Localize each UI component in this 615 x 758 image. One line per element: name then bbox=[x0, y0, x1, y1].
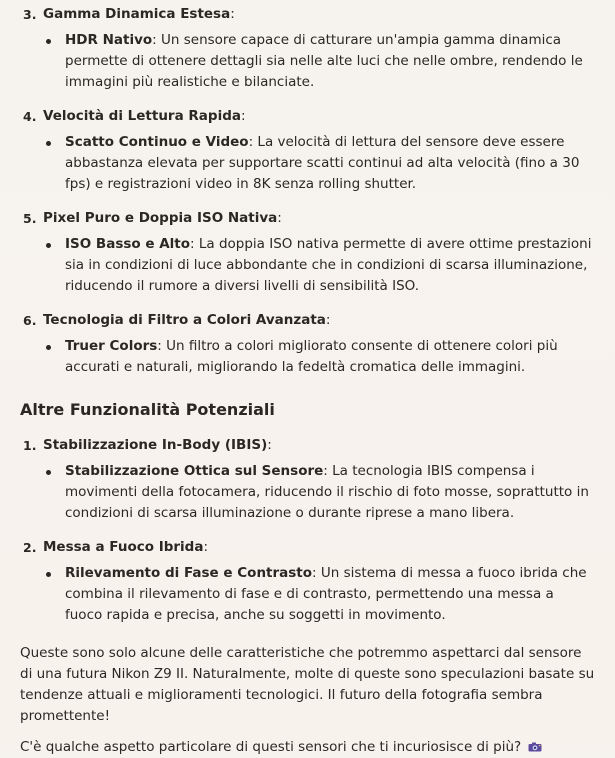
item-title: Stabilizzazione In-Body (IBIS) bbox=[43, 437, 268, 453]
item-title: Gamma Dinamica Estesa bbox=[43, 6, 231, 22]
bullet-text: : Un sistema di messa a fuoco ibrida che combina il rilevamento di fase e di contrasto, permettendo una messa a fuoco rapida e precisa, anche su soggetti in movimento. bbox=[65, 565, 587, 623]
list-item bbox=[20, 132, 595, 195]
list-item bbox=[20, 563, 595, 626]
numbered-heading bbox=[20, 4, 595, 25]
section-heading: Altre Funzionalità Potenziali bbox=[20, 400, 275, 419]
item-colon: : bbox=[325, 312, 331, 328]
feature-item bbox=[20, 106, 595, 195]
list-number: 5. bbox=[23, 211, 37, 226]
bullet-lead: HDR Nativo bbox=[65, 32, 153, 48]
numbered-heading bbox=[20, 310, 595, 331]
item-title: Tecnologia di Filtro a Colori Avanzata bbox=[43, 312, 326, 328]
bullet-lead: Scatto Continuo e Video bbox=[65, 134, 249, 150]
bullet-text: : La tecnologia IBIS compensa i movimenti della fotocamera, riducendo il rischio di foto mosse, soprattutto in condizioni di scarsa illuminazione o durante riprese a mano libera. bbox=[65, 463, 589, 521]
bullet-lead: Truer Colors bbox=[65, 338, 158, 354]
bullet-dot bbox=[46, 470, 51, 475]
bullet-dot bbox=[46, 572, 51, 577]
bullet-lead: Rilevamento di Fase e Contrasto bbox=[65, 565, 313, 581]
list-number: 1. bbox=[23, 438, 37, 453]
item-colon: : bbox=[267, 437, 272, 453]
bullet-text: : La doppia ISO nativa permette di avere ottime prestazioni sia in condizioni di luce abbondante che in condizioni di scarsa illuminazione, riducendo il rumore a diversi livelli di sensibilità ISO. bbox=[65, 236, 592, 294]
list-number: 3. bbox=[23, 7, 37, 22]
feature-item bbox=[20, 537, 595, 626]
numbered-heading bbox=[20, 106, 595, 127]
bullet-text: : Un filtro a colori migliorato consente di ottenere colori più accurati e naturali, migliorando la fedeltà cromatica delle immagini. bbox=[65, 338, 558, 375]
item-colon: : bbox=[240, 108, 246, 124]
bullet-dot bbox=[46, 39, 51, 44]
bullet-lead: Stabilizzazione Ottica sul Sensore bbox=[65, 463, 324, 479]
numbered-heading bbox=[20, 208, 595, 229]
bullet-text: : La velocità di lettura del sensore deve essere abbastanza elevata per supportare scatti continui ad alta velocità (fino a 30 fps) e registrazioni video in 8K senza rolling shutter. bbox=[65, 134, 580, 192]
item-title: Velocità di Lettura Rapida bbox=[43, 108, 241, 124]
list-number: 6. bbox=[23, 313, 37, 328]
feature-item bbox=[20, 208, 595, 297]
item-title: Pixel Puro e Doppia ISO Nativa bbox=[43, 210, 278, 226]
list-item bbox=[20, 30, 595, 93]
feature-item bbox=[20, 435, 595, 524]
bullet-dot bbox=[46, 345, 51, 350]
list-item bbox=[20, 461, 595, 524]
numbered-heading bbox=[20, 537, 595, 558]
item-colon: : bbox=[203, 539, 209, 555]
question-text: C'è qualche aspetto particolare di questi sensori che ti incuriosisce di più? bbox=[20, 739, 522, 755]
item-title: Messa a Fuoco Ibrida bbox=[43, 539, 204, 555]
feature-item bbox=[20, 4, 595, 93]
numbered-heading bbox=[20, 435, 595, 456]
item-colon: : bbox=[230, 6, 235, 22]
list-item bbox=[20, 234, 595, 297]
follow-up-question bbox=[20, 737, 595, 758]
bullet-lead: ISO Basso e Alto bbox=[65, 236, 191, 252]
feature-item bbox=[20, 310, 595, 378]
bullet-dot bbox=[46, 141, 51, 146]
list-number: 2. bbox=[23, 540, 37, 555]
list-item bbox=[20, 336, 595, 378]
list-number: 4. bbox=[23, 109, 37, 124]
item-colon: : bbox=[277, 210, 282, 226]
closing-paragraph: Queste sono solo alcune delle caratteristiche che potremmo aspettarci dal sensore di una futura Nikon Z9 II. Naturalmente, molte di queste sono speculazioni basate su tendenze attuali e miglioramenti tecnologici. Il futuro della fotografia sembra promettente! bbox=[20, 645, 595, 724]
bullet-text: : Un sensore capace di catturare un'ampia gamma dinamica permette di ottenere dettagli sia nelle alte luci che nelle ombre, rendendo le immagini più realistiche e bilanciate. bbox=[65, 32, 583, 90]
camera-icon bbox=[528, 742, 542, 752]
bullet-dot bbox=[46, 243, 51, 248]
